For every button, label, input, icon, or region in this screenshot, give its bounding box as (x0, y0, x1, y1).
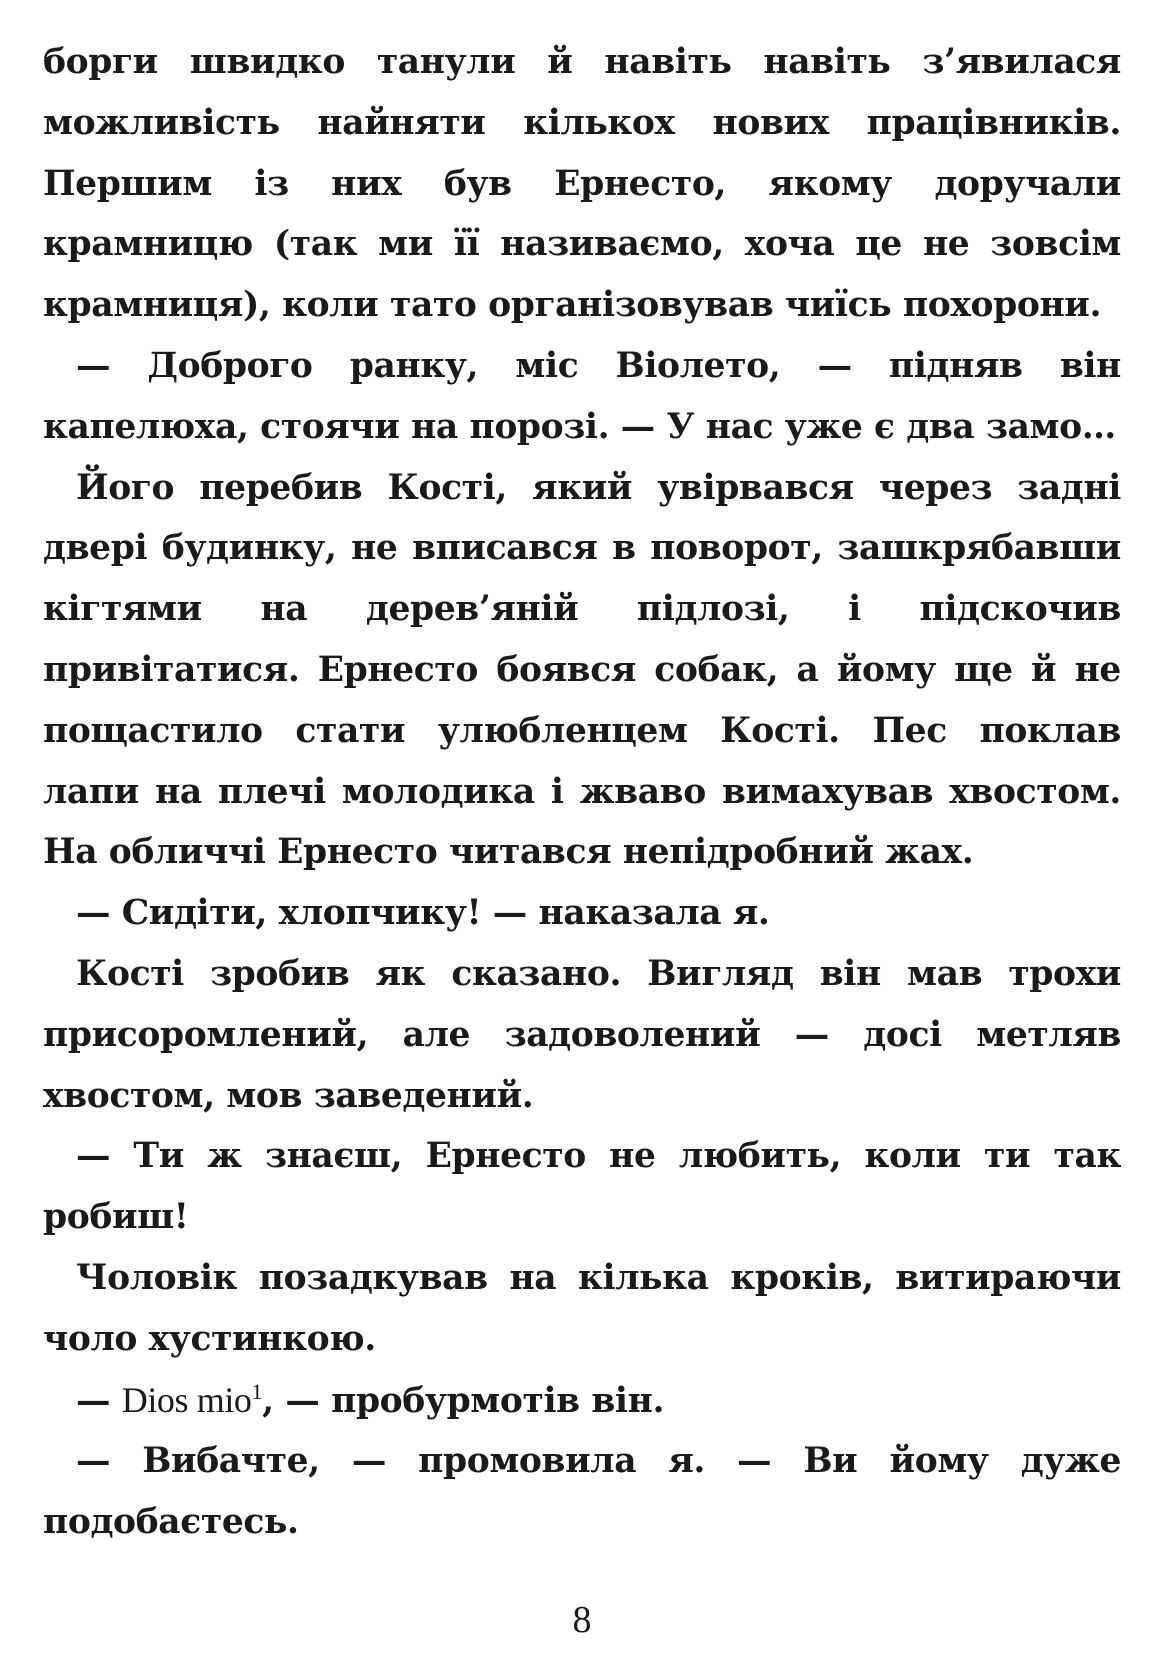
body-text (43, 32, 1121, 1553)
paragraph-debts: борги швидко танули й навіть навіть з’явилася можливість найняти кількох нових працівників. Першим із них був Ернесто, якому доручали крамницю (так ми її називаємо, хоча це не зовсім крамниця), коли тато організовував чиїсь похорони. (43, 42, 1121, 326)
paragraph-man-backs-away: Чоловік позадкував на кілька кроків, витираючи чоло хустинкою. (43, 1257, 1121, 1359)
paragraph-sit-command: — Сидіти, хлопчику! — наказала я. (76, 893, 770, 934)
paragraph-ernesto-greeting: — Доброго ранку, міс Віолето, — підняв він капелюха, стоячи на порозі. — У нас уже є два замо… (43, 345, 1121, 447)
paragraph-kosti-interrupts: Його перебив Кості, який увірвався через задні двері будинку, не вписався в поворот, зашкрябавши кігтями на дерев’яній підлозі, і підскочив привітатися. Ернесто боявся собак, а йому ще й не пощастило стати улюбленцем Кості. Пес поклав лапи на плечі молодика і жваво вимахував хвостом. На обличчі Ернесто читався непідробний жах. (43, 467, 1121, 873)
paragraph-ernesto-dislikes: — Ти ж знаєш, Ернесто не любить, коли ти так робиш! (43, 1136, 1121, 1238)
dios-rest: , — пробурмотів він. (262, 1380, 665, 1421)
foreign-phrase: Dios mio (121, 1379, 252, 1420)
paragraph-dios-mio (43, 1370, 1121, 1432)
dialogue-dash: — (76, 1380, 122, 1421)
paragraph-kosti-obeys: Кості зробив як сказано. Вигляд він мав трохи присоромлений, але задоволений — досі метляв хвостом, мов заведений. (43, 953, 1121, 1116)
footnote-marker[interactable]: 1 (251, 1378, 263, 1404)
paragraph-apology: — Вибачте, — промовила я. — Ви йому дуже подобаєтесь. (43, 1441, 1121, 1543)
page-number: 8 (572, 1599, 592, 1641)
